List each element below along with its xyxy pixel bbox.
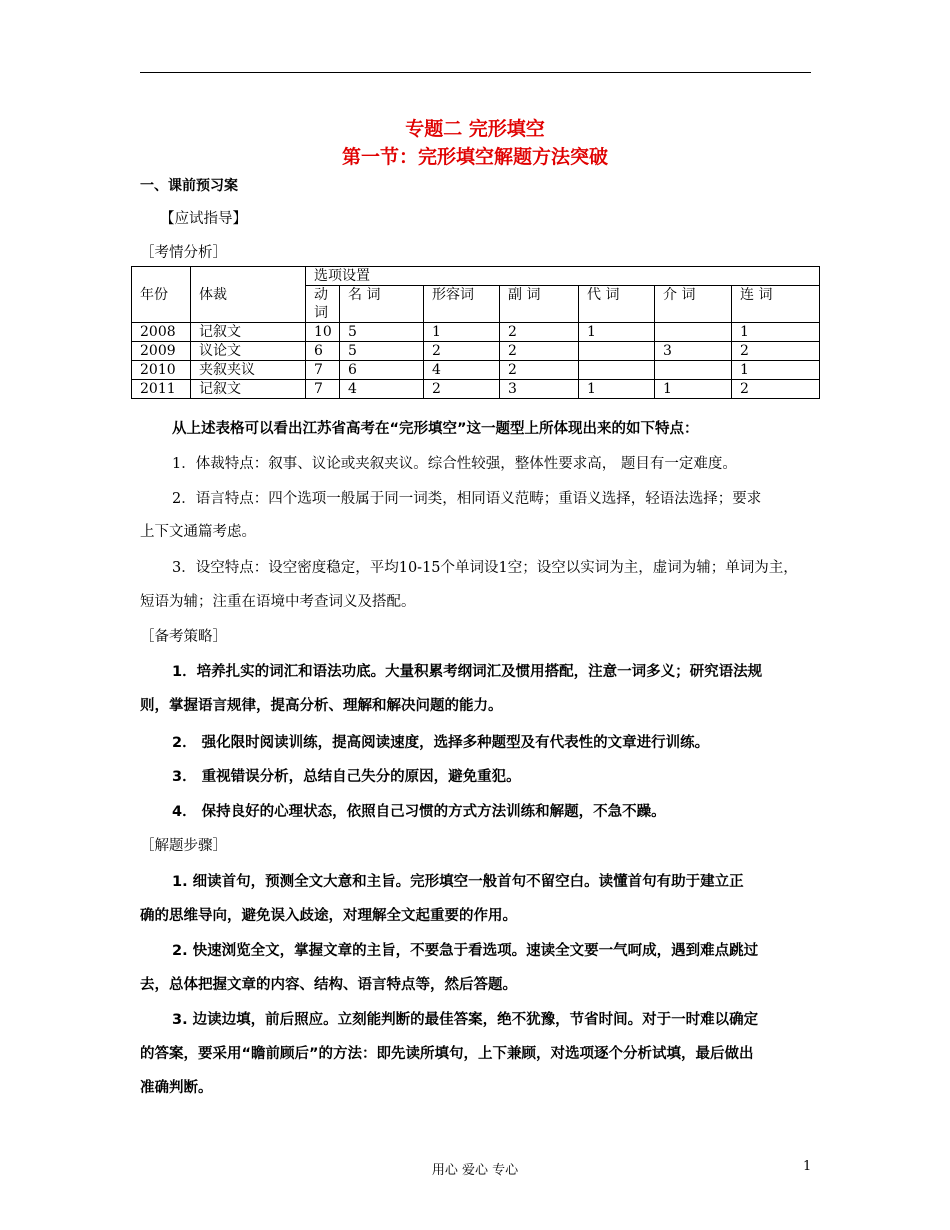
step-3-line-2: 的答案，要采用“瞻前顾后”的方法：即先读所填句，上下兼顾，对选项逐个分析试填，最后做出 — [140, 1046, 754, 1062]
page-title: 专题二 完形填空 — [405, 118, 545, 140]
header-options: 选项设置 — [306, 267, 820, 286]
page-subtitle: 第一节：完形填空解题方法突破 — [341, 146, 608, 168]
table-cell: 1 — [732, 361, 820, 380]
table-cell: 2011 — [132, 380, 191, 399]
table-row — [132, 380, 820, 399]
strategy-3: 3． 重视错误分析，总结自己失分的原因，避免重犯。 — [172, 769, 521, 785]
subheader-cell: 副 词 — [500, 286, 579, 323]
subheader-cell: 代 词 — [579, 286, 655, 323]
table-cell: 2 — [424, 342, 500, 361]
table-cell: 夹叙夹议 — [191, 361, 306, 380]
step-1-line-2: 确的思维导向，避免误入歧途，对理解全文起重要的作用。 — [140, 908, 517, 924]
table-cell: 4 — [340, 380, 424, 399]
table-cell: 5 — [340, 323, 424, 342]
step-3-line-1: 3. 边读边填，前后照应。立刻能判断的最佳答案，绝不犹豫，节省时间。对于一时难以确定 — [172, 1012, 759, 1028]
subheader-cell: 形容词 — [424, 286, 500, 323]
feature-3-line-1: 3．设空特点：设空密度稳定，平均10-15个单词设1空；设空以实词为主，虚词为辅；单词为主， — [172, 560, 798, 576]
table-row — [132, 342, 820, 361]
subheader-cell: 动词 — [306, 286, 340, 323]
table-cell: 2 — [732, 342, 820, 361]
table-row — [132, 323, 820, 342]
table-cell: 2009 — [132, 342, 191, 361]
table-cell: 2 — [500, 323, 579, 342]
table-cell: 1 — [579, 380, 655, 399]
table-cell: 记叙文 — [191, 380, 306, 399]
page-number: 1 — [803, 1159, 812, 1174]
guide-heading: 【应试指导】 — [160, 211, 247, 227]
feature-3-line-2: 短语为辅；注重在语境中考查词义及搭配。 — [140, 594, 416, 610]
header-rule — [140, 72, 811, 73]
step-2-line-1: 2. 快速浏览全文，掌握文章的主旨，不要急于看选项。速读全文要一气呵成，遇到难点跳过 — [172, 943, 759, 959]
strategy-2: 2． 强化限时阅读训练，提高阅读速度，选择多种题型及有代表性的文章进行训练。 — [172, 735, 710, 751]
beikao-heading: ［备考策略］ — [140, 629, 227, 645]
table-cell: 10 — [306, 323, 340, 342]
steps-heading: ［解题步骤］ — [140, 838, 227, 854]
table-cell: 议论文 — [191, 342, 306, 361]
page-footer: 用心 爱心 专心 — [431, 1163, 519, 1178]
table-cell: 1 — [655, 380, 732, 399]
table-cell: 7 — [306, 361, 340, 380]
table-cell: 6 — [340, 361, 424, 380]
strategy-4: 4． 保持良好的心理状态，依照自己习惯的方式方法训练和解题，不急不躁。 — [172, 804, 666, 820]
kaoqing-heading: ［考情分析］ — [140, 245, 227, 261]
section-heading: 一、课前预习案 — [140, 178, 238, 194]
table-cell: 6 — [306, 342, 340, 361]
summary-line: 从上述表格可以看出江苏省高考在“完形填空”这一题型上所体现出来的如下特点： — [172, 421, 699, 437]
exam-analysis-table — [131, 266, 820, 399]
step-2-line-2: 去，总体把握文章的内容、结构、语言特点等，然后答题。 — [140, 977, 517, 993]
table-cell — [655, 323, 732, 342]
table-cell: 2 — [500, 361, 579, 380]
step-3-line-3: 准确判断。 — [140, 1080, 213, 1096]
table-cell — [579, 361, 655, 380]
header-genre: 体裁 — [191, 267, 306, 323]
feature-2-line-2: 上下文通篇考虑。 — [140, 524, 256, 540]
table-cell: 1 — [579, 323, 655, 342]
table-cell: 1 — [732, 323, 820, 342]
subheader-cell: 名 词 — [340, 286, 424, 323]
table-row — [132, 361, 820, 380]
table-cell: 2 — [500, 342, 579, 361]
table-cell: 3 — [655, 342, 732, 361]
subheader-cell: 介 词 — [655, 286, 732, 323]
table-cell: 2010 — [132, 361, 191, 380]
table-cell: 2 — [424, 380, 500, 399]
header-year: 年份 — [132, 267, 191, 323]
step-1-line-1: 1. 细读首句，预测全文大意和主旨。完形填空一般首句不留空白。读懂首句有助于建立正 — [172, 874, 744, 890]
table-cell: 2008 — [132, 323, 191, 342]
table-cell — [579, 342, 655, 361]
table-cell: 7 — [306, 380, 340, 399]
table-cell: 1 — [424, 323, 500, 342]
table-cell: 2 — [732, 380, 820, 399]
table-cell: 5 — [340, 342, 424, 361]
table-cell: 记叙文 — [191, 323, 306, 342]
feature-1: 1．体裁特点：叙事、议论或夹叙夹议。综合性较强，整体性要求高， 题目有一定难度。 — [172, 456, 737, 472]
table-cell — [655, 361, 732, 380]
table-cell: 4 — [424, 361, 500, 380]
subheader-cell: 连 词 — [732, 286, 820, 323]
table-cell: 3 — [500, 380, 579, 399]
table-header-row — [132, 267, 820, 286]
strategy-1-line-1: 1．培养扎实的词汇和语法功底。大量积累考纲词汇及惯用搭配，注意一词多义；研究语法规 — [172, 664, 763, 680]
feature-2-line-1: 2．语言特点：四个选项一般属于同一词类，相同语义范畴；重语义选择，轻语法选择；要求 — [172, 491, 762, 507]
strategy-1-line-2: 则，掌握语言规律，提高分析、理解和解决问题的能力。 — [140, 698, 503, 714]
